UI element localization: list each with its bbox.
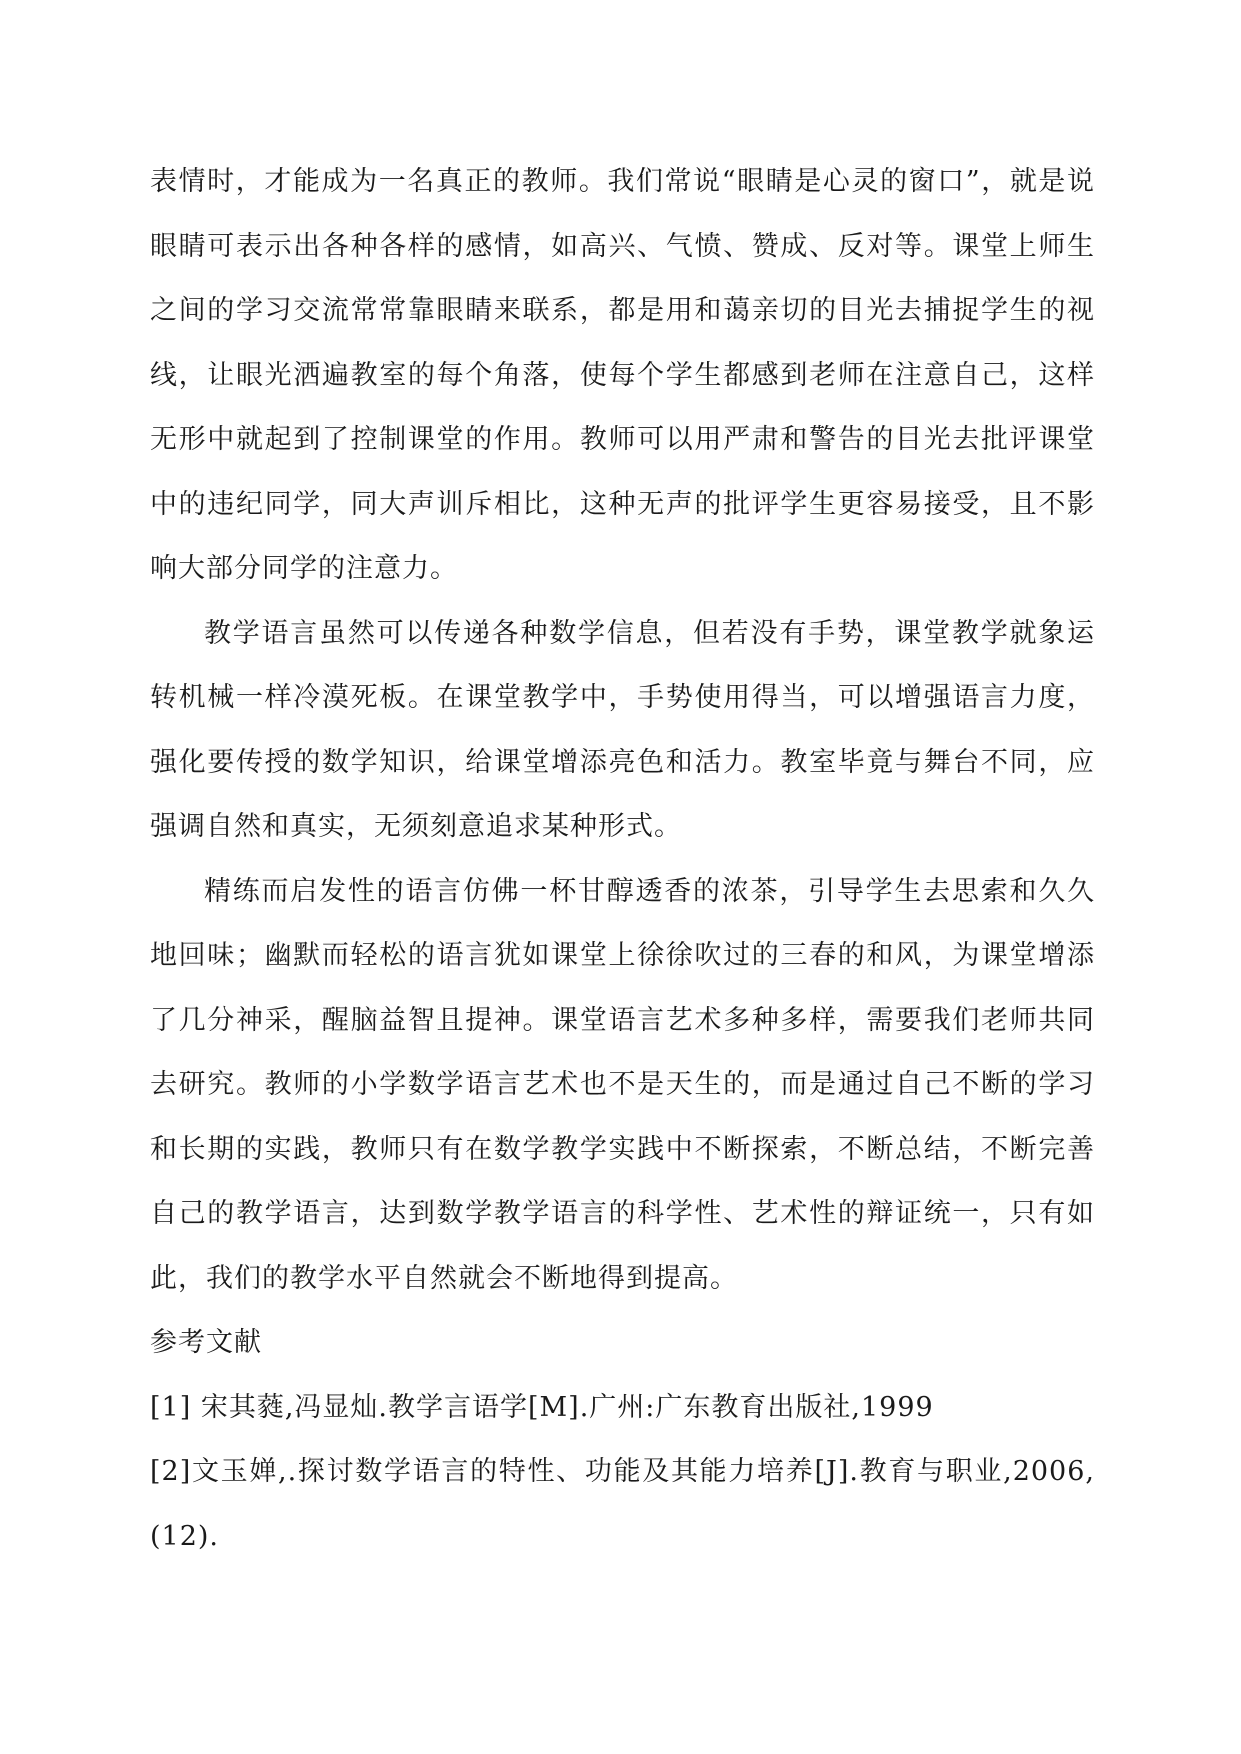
document-page (150, 150, 1095, 1569)
body-paragraph-3: 精练而启发性的语言仿佛一杯甘醇透香的浓茶，引导学生去思索和久久地回味；幽默而轻松的语言犹如课堂上徐徐吹过的三春的和风，为课堂增添了几分神采，醒脑益智且提神。课堂语言艺术多种多样，需要我们老师共同去研究。教师的小学数学语言艺术也不是天生的，而是通过自己不断的学习和长期的实践，教师只有在数学教学实践中不断探索，不断总结，不断完善自己的教学语言，达到数学教学语言的科学性、艺术性的辩证统一，只有如此，我们的教学水平自然就会不断地得到提高。 (150, 875, 1095, 1294)
reference-item-2: [2]文玉婵,.探讨数学语言的特性、功能及其能力培养[J].教育与职业,2006,(12). (150, 1456, 1095, 1552)
body-paragraph-1: 表情时，才能成为一名真正的教师。我们常说“眼睛是心灵的窗口”，就是说眼睛可表示出各种各样的感情，如高兴、气愤、赞成、反对等。课堂上师生之间的学习交流常常靠眼睛来联系，都是用和蔼亲切的目光去捕捉学生的视线，让眼光洒遍教室的每个角落，使每个学生都感到老师在注意自己，这样无形中就起到了控制课堂的作用。教师可以用严肃和警告的目光去批评课堂中的违纪同学，同大声训斥相比，这种无声的批评学生更容易接受，且不影响大部分同学的注意力。 (150, 166, 1095, 584)
references-heading: 参考文献 (150, 1327, 262, 1358)
reference-item-1: [1] 宋其蕤,冯显灿.教学言语学[M].广州:广东教育出版社,1999 (150, 1391, 934, 1423)
references-list (150, 1376, 1095, 1570)
body-paragraph-2: 教学语言虽然可以传递各种数学信息，但若没有手势，课堂教学就象运转机械一样冷漠死板。在课堂教学中，手势使用得当，可以增强语言力度，强化要传授的数学知识，给课堂增添亮色和活力。教室毕竟与舞台不同，应强调自然和真实，无须刻意追求某种形式。 (150, 617, 1095, 842)
